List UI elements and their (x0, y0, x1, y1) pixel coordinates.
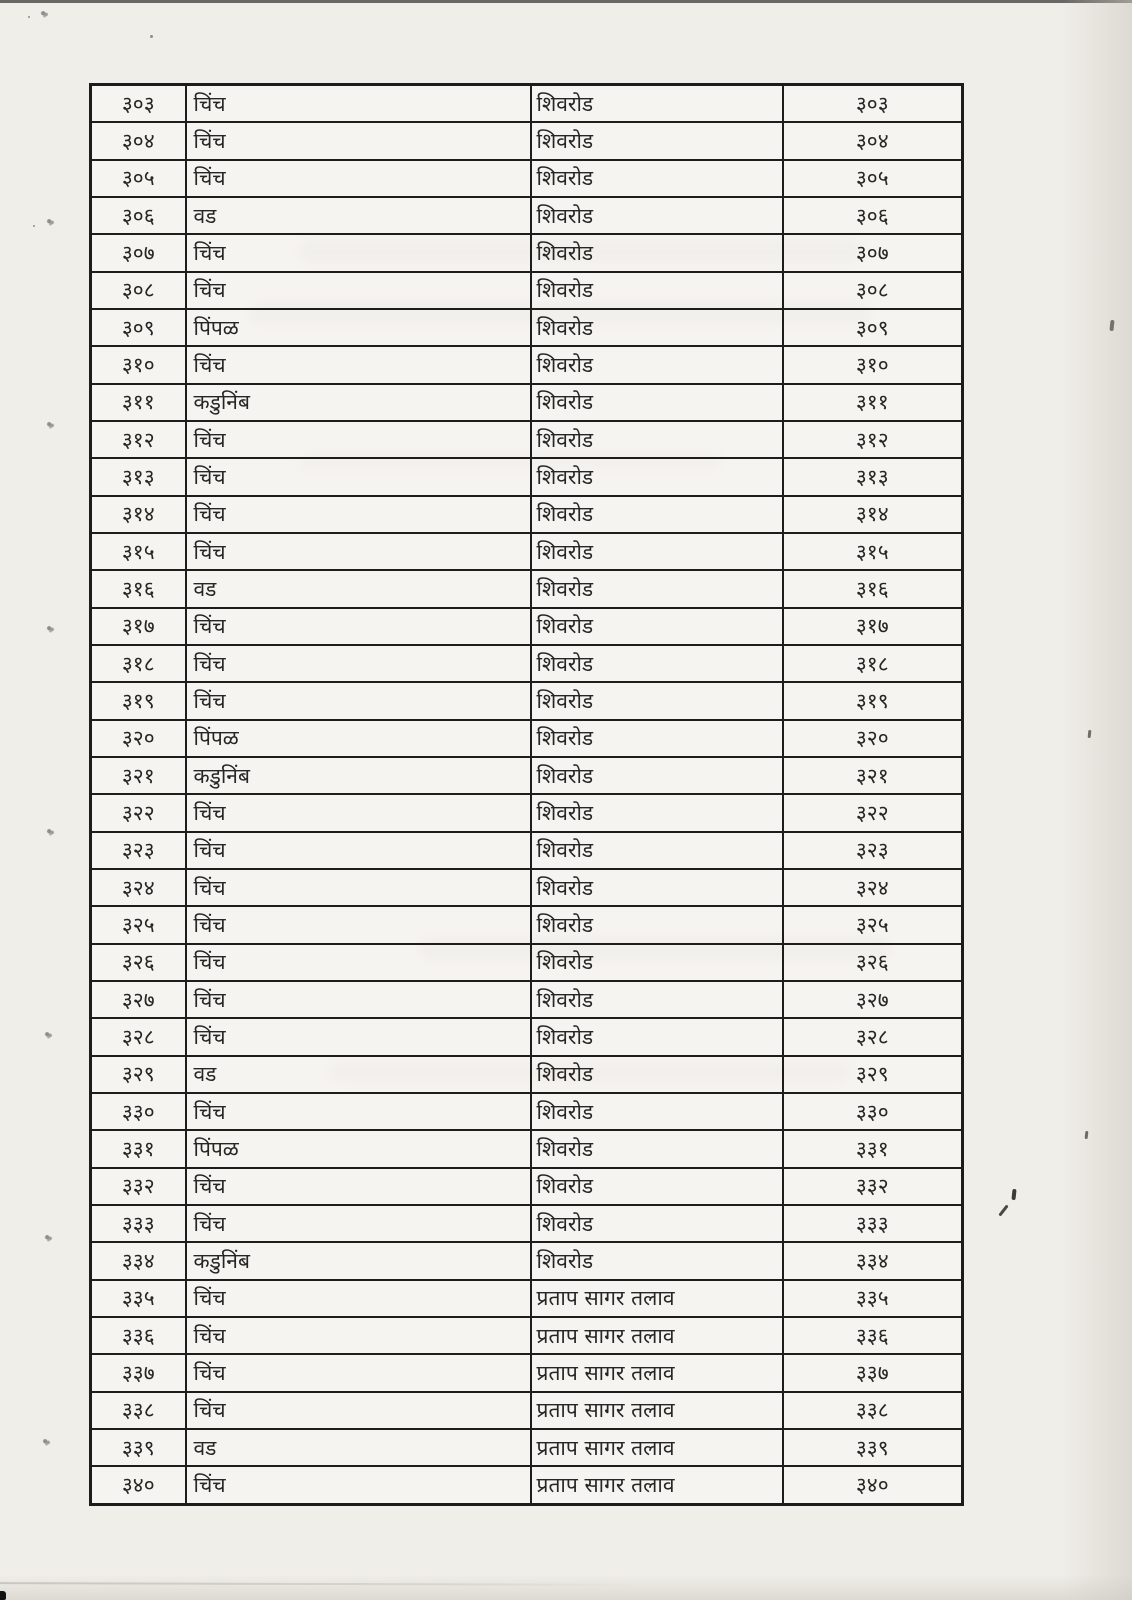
location-cell: शिवरोड (531, 720, 783, 757)
tree-name-cell: चिंच (186, 160, 531, 197)
tree-number-cell: ३२७ (783, 981, 963, 1018)
tree-name-cell: चिंच (186, 832, 531, 869)
serial-number-cell: ३२१ (91, 757, 186, 794)
table-body (91, 85, 963, 1505)
table-row (91, 272, 963, 309)
tree-name-cell: चिंच (186, 1093, 531, 1130)
tree-name-cell: चिंच (186, 944, 531, 981)
scan-speck (44, 1234, 53, 1242)
location-cell: प्रताप सागर तलाव (531, 1466, 783, 1504)
tree-number-cell: ३३४ (783, 1242, 963, 1279)
tree-number-cell: ३२९ (783, 1056, 963, 1093)
tree-number-cell: ३२२ (783, 794, 963, 831)
scan-speck (1011, 1189, 1016, 1200)
serial-number-cell: ३३३ (91, 1205, 186, 1242)
location-cell: शिवरोड (531, 757, 783, 794)
tree-number-cell: ३२१ (783, 757, 963, 794)
serial-number-cell: ३१३ (91, 458, 186, 495)
serial-number-cell: ३१५ (91, 533, 186, 570)
tree-name-cell: वड (186, 570, 531, 607)
tree-number-cell: ३३२ (783, 1168, 963, 1205)
tree-name-cell: चिंच (186, 1392, 531, 1429)
location-cell: शिवरोड (531, 570, 783, 607)
tree-number-cell: ३४० (783, 1466, 963, 1504)
tree-number-cell: ३३७ (783, 1354, 963, 1391)
tree-name-cell: चिंच (186, 272, 531, 309)
location-cell: शिवरोड (531, 458, 783, 495)
serial-number-cell: ३१० (91, 346, 186, 383)
tree-number-cell: ३२५ (783, 906, 963, 943)
serial-number-cell: ३३१ (91, 1130, 186, 1167)
tree-name-cell: वड (186, 197, 531, 234)
tree-number-cell: ३१९ (783, 682, 963, 719)
tree-name-cell: चिंच (186, 1466, 531, 1504)
location-cell: शिवरोड (531, 682, 783, 719)
serial-number-cell: ३३७ (91, 1354, 186, 1391)
scan-crease-line (0, 1582, 640, 1586)
location-cell: शिवरोड (531, 421, 783, 458)
tree-name-cell: वड (186, 1429, 531, 1466)
table-row (91, 421, 963, 458)
tree-number-cell: ३०६ (783, 197, 963, 234)
serial-number-cell: ३०९ (91, 309, 186, 346)
tree-number-cell: ३११ (783, 384, 963, 421)
scan-shading-right (1062, 0, 1132, 1600)
tree-number-cell: ३१५ (783, 533, 963, 570)
tree-name-cell: चिंच (186, 85, 531, 123)
serial-number-cell: ३०८ (91, 272, 186, 309)
location-cell: शिवरोड (531, 234, 783, 271)
table-row (91, 1205, 963, 1242)
table-row (91, 1130, 963, 1167)
location-cell: शिवरोड (531, 981, 783, 1018)
serial-number-cell: ३१८ (91, 645, 186, 682)
serial-number-cell: ३१७ (91, 608, 186, 645)
location-cell: प्रताप सागर तलाव (531, 1317, 783, 1354)
tree-number-cell: ३१७ (783, 608, 963, 645)
tree-name-cell: चिंच (186, 421, 531, 458)
serial-number-cell: ३१४ (91, 496, 186, 533)
scan-speck (42, 1438, 51, 1446)
table-row (91, 1018, 963, 1055)
table-row (91, 570, 963, 607)
table-row (91, 1168, 963, 1205)
tree-number-cell: ३१३ (783, 458, 963, 495)
serial-number-cell: ३०७ (91, 234, 186, 271)
tree-name-cell: वड (186, 1056, 531, 1093)
serial-number-cell: ३३९ (91, 1429, 186, 1466)
tree-number-cell: ३३३ (783, 1205, 963, 1242)
location-cell: प्रताप सागर तलाव (531, 1354, 783, 1391)
tree-name-cell: कडुनिंब (186, 757, 531, 794)
scan-speck (28, 16, 30, 18)
scan-speck (1088, 730, 1092, 738)
scan-speck (150, 35, 153, 38)
location-cell: प्रताप सागर तलाव (531, 1392, 783, 1429)
table-row (91, 85, 963, 123)
tree-number-cell: ३०७ (783, 234, 963, 271)
tree-name-cell: पिंपळ (186, 720, 531, 757)
serial-number-cell: ३३५ (91, 1280, 186, 1317)
table-row (91, 234, 963, 271)
table-row (91, 533, 963, 570)
location-cell: शिवरोड (531, 160, 783, 197)
location-cell: शिवरोड (531, 1168, 783, 1205)
tree-name-cell: पिंपळ (186, 309, 531, 346)
scan-speck (46, 828, 55, 836)
serial-number-cell: ३०६ (91, 197, 186, 234)
location-cell: शिवरोड (531, 794, 783, 831)
tree-name-cell: चिंच (186, 1018, 531, 1055)
serial-number-cell: ३२० (91, 720, 186, 757)
table-row (91, 458, 963, 495)
location-cell: शिवरोड (531, 1242, 783, 1279)
table-row (91, 160, 963, 197)
serial-number-cell: ३१९ (91, 682, 186, 719)
scan-speck (33, 225, 35, 227)
table-row (91, 794, 963, 831)
location-cell: शिवरोड (531, 869, 783, 906)
serial-number-cell: ३३८ (91, 1392, 186, 1429)
location-cell: प्रताप सागर तलाव (531, 1280, 783, 1317)
table-row (91, 720, 963, 757)
tree-name-cell: चिंच (186, 981, 531, 1018)
table-row (91, 1466, 963, 1504)
table-row (91, 384, 963, 421)
tree-number-cell: ३१४ (783, 496, 963, 533)
tree-name-cell: चिंच (186, 533, 531, 570)
location-cell: शिवरोड (531, 906, 783, 943)
table-row (91, 682, 963, 719)
location-cell: शिवरोड (531, 1056, 783, 1093)
location-cell: शिवरोड (531, 944, 783, 981)
tree-name-cell: चिंच (186, 682, 531, 719)
tree-number-cell: ३१८ (783, 645, 963, 682)
tree-number-cell: ३१२ (783, 421, 963, 458)
table-row (91, 832, 963, 869)
serial-number-cell: ३३० (91, 1093, 186, 1130)
tree-name-cell: चिंच (186, 906, 531, 943)
scan-speck (998, 1204, 1008, 1216)
table-row (91, 1429, 963, 1466)
scan-speck (1109, 320, 1114, 331)
scan-shading-bottom (0, 1574, 1132, 1600)
tree-number-cell: ३२६ (783, 944, 963, 981)
table-row (91, 1056, 963, 1093)
table-row (91, 645, 963, 682)
table-row (91, 309, 963, 346)
location-cell: शिवरोड (531, 1130, 783, 1167)
table-row (91, 197, 963, 234)
table-row (91, 757, 963, 794)
tree-name-cell: चिंच (186, 869, 531, 906)
scan-speck (46, 421, 55, 429)
location-cell: शिवरोड (531, 346, 783, 383)
serial-number-cell: ३२८ (91, 1018, 186, 1055)
location-cell: शिवरोड (531, 496, 783, 533)
table-row (91, 906, 963, 943)
serial-number-cell: ३४० (91, 1466, 186, 1504)
serial-number-cell: ३२७ (91, 981, 186, 1018)
location-cell: शिवरोड (531, 122, 783, 159)
serial-number-cell: ३२६ (91, 944, 186, 981)
location-cell: शिवरोड (531, 608, 783, 645)
tree-number-cell: ३०३ (783, 85, 963, 123)
tree-number-cell: ३३६ (783, 1317, 963, 1354)
location-cell: शिवरोड (531, 309, 783, 346)
tree-number-cell: ३०८ (783, 272, 963, 309)
tree-name-cell: कडुनिंब (186, 1242, 531, 1279)
tree-number-cell: ३३५ (783, 1280, 963, 1317)
tree-number-cell: ३२४ (783, 869, 963, 906)
scan-speck (40, 10, 49, 18)
tree-name-cell: चिंच (186, 458, 531, 495)
serial-number-cell: ३०४ (91, 122, 186, 159)
tree-name-cell: चिंच (186, 346, 531, 383)
table-row (91, 122, 963, 159)
tree-name-cell: चिंच (186, 645, 531, 682)
scan-corner-mark (0, 1591, 6, 1600)
table-row (91, 1392, 963, 1429)
tree-name-cell: चिंच (186, 608, 531, 645)
tree-name-cell: चिंच (186, 122, 531, 159)
tree-number-cell: ३३८ (783, 1392, 963, 1429)
tree-number-cell: ३१६ (783, 570, 963, 607)
tree-name-cell: चिंच (186, 234, 531, 271)
tree-number-cell: ३०५ (783, 160, 963, 197)
serial-number-cell: ३२२ (91, 794, 186, 831)
tree-name-cell: चिंच (186, 1317, 531, 1354)
tree-number-cell: ३२० (783, 720, 963, 757)
table-row (91, 1317, 963, 1354)
table-row (91, 1242, 963, 1279)
tree-name-cell: चिंच (186, 496, 531, 533)
table-row (91, 346, 963, 383)
serial-number-cell: ३३२ (91, 1168, 186, 1205)
location-cell: शिवरोड (531, 384, 783, 421)
tree-name-cell: कडुनिंब (186, 384, 531, 421)
tree-name-cell: चिंच (186, 1280, 531, 1317)
table-row (91, 1354, 963, 1391)
serial-number-cell: ३३४ (91, 1242, 186, 1279)
location-cell: शिवरोड (531, 1093, 783, 1130)
tree-number-cell: ३२८ (783, 1018, 963, 1055)
tree-number-cell: ३३१ (783, 1130, 963, 1167)
table-row (91, 1093, 963, 1130)
tree-number-cell: ३२३ (783, 832, 963, 869)
tree-name-cell: चिंच (186, 1168, 531, 1205)
tree-name-cell: चिंच (186, 1354, 531, 1391)
table-row (91, 869, 963, 906)
serial-number-cell: ३१६ (91, 570, 186, 607)
table-row (91, 496, 963, 533)
tree-name-cell: चिंच (186, 794, 531, 831)
tree-register-table (89, 83, 964, 1506)
scan-speck (44, 1031, 53, 1039)
serial-number-cell: ३२४ (91, 869, 186, 906)
table-row (91, 981, 963, 1018)
scan-speck (46, 625, 55, 633)
serial-number-cell: ३२३ (91, 832, 186, 869)
location-cell: शिवरोड (531, 645, 783, 682)
tree-number-cell: ३०९ (783, 309, 963, 346)
tree-number-cell: ३१० (783, 346, 963, 383)
table-row (91, 608, 963, 645)
table-row (91, 1280, 963, 1317)
scan-speck (46, 218, 55, 226)
location-cell: शिवरोड (531, 197, 783, 234)
location-cell: प्रताप सागर तलाव (531, 1429, 783, 1466)
tree-number-cell: ३३० (783, 1093, 963, 1130)
tree-number-cell: ३३९ (783, 1429, 963, 1466)
tree-name-cell: पिंपळ (186, 1130, 531, 1167)
location-cell: शिवरोड (531, 533, 783, 570)
scan-top-edge (0, 0, 1132, 3)
serial-number-cell: ३०५ (91, 160, 186, 197)
serial-number-cell: ३२५ (91, 906, 186, 943)
tree-number-cell: ३०४ (783, 122, 963, 159)
location-cell: शिवरोड (531, 272, 783, 309)
serial-number-cell: ३२९ (91, 1056, 186, 1093)
location-cell: शिवरोड (531, 85, 783, 123)
serial-number-cell: ३०३ (91, 85, 186, 123)
location-cell: शिवरोड (531, 832, 783, 869)
scan-speck (1085, 1131, 1089, 1139)
location-cell: शिवरोड (531, 1205, 783, 1242)
serial-number-cell: ३११ (91, 384, 186, 421)
location-cell: शिवरोड (531, 1018, 783, 1055)
table-row (91, 944, 963, 981)
tree-name-cell: चिंच (186, 1205, 531, 1242)
serial-number-cell: ३३६ (91, 1317, 186, 1354)
serial-number-cell: ३१२ (91, 421, 186, 458)
